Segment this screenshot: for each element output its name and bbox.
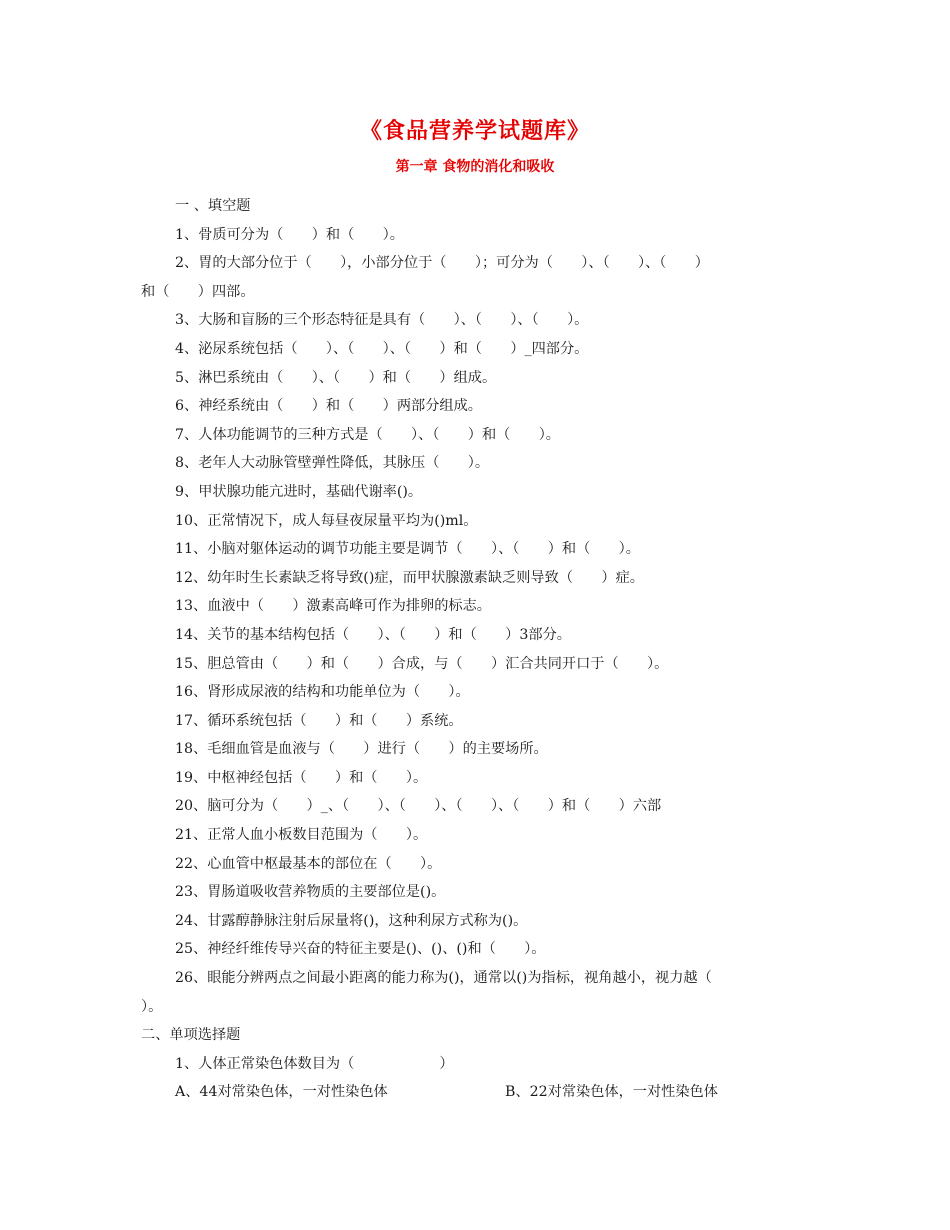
section-heading: 二、单项选择题 bbox=[141, 1027, 241, 1044]
question-item: 9、甲状腺功能亢进时，基础代谢率()。 bbox=[175, 483, 423, 500]
section-heading: 一 、填空题 bbox=[175, 198, 251, 214]
document-title: 《食品营养学试题库》 bbox=[359, 119, 590, 144]
question-item: 14、关节的基本结构包括（ ）、（ ）和（ ）3部分。 bbox=[175, 626, 571, 643]
question-item: 19、中枢神经包括（ ）和（ ）。 bbox=[175, 769, 428, 786]
question-item: 12、幼年时生长素缺乏将导致()症，而甲状腺激素缺乏则导致（ ）症。 bbox=[175, 569, 644, 586]
question-item: 13、血液中（ ）激素高峰可作为排卵的标志。 bbox=[175, 598, 491, 615]
question-item: 7、人体功能调节的三种方式是（ ）、（ ）和（ ）。 bbox=[175, 426, 560, 443]
question-item: 18、毛细血管是血液与（ ）进行（ ）的主要场所。 bbox=[175, 741, 548, 758]
choice-question: 1、人体正常染色体数目为（ ） bbox=[175, 1055, 454, 1072]
question-item: 21、正常人血小板数目范围为（ ）。 bbox=[175, 827, 428, 844]
question-item: 26、眼能分辨两点之间最小距离的能力称为()，通常以()为指标，视角越小，视力越（ bbox=[175, 970, 712, 987]
question-item: 8、老年人大动脉管壁弹性降低，其脉压（ ）。 bbox=[175, 455, 490, 472]
question-item: 24、甘露醇静脉注射后尿量将()，这种利尿方式称为()。 bbox=[175, 912, 528, 929]
question-item: 10、正常情况下，成人每昼夜尿量平均为()ml。 bbox=[175, 512, 478, 529]
question-item: 1、骨质可分为（ ）和（ ）。 bbox=[175, 226, 404, 243]
question-item: 11、小脑对躯体运动的调节功能主要是调节（ ）、（ ）和（ ）。 bbox=[175, 541, 640, 558]
question-item-continuation: ）。 bbox=[141, 998, 163, 1015]
question-item: 4、泌尿系统包括（ ）、（ ）、（ ）和（ ）_四部分。 bbox=[175, 340, 589, 357]
option-b: B、22对常染色体，一对性染色体 bbox=[505, 1084, 718, 1101]
question-item: 16、肾形成尿液的结构和功能单位为（ ）。 bbox=[175, 684, 470, 701]
chapter-title: 第一章 食物的消化和吸收 bbox=[395, 159, 555, 175]
question-item: 25、神经纤维传导兴奋的特征主要是()、()、()和（ ）。 bbox=[175, 941, 546, 958]
question-item: 2、胃的大部分位于（ ），小部分位于（ ）；可分为（ ）、（ ）、（ ） bbox=[175, 255, 709, 272]
question-item-continuation: 和（ ）四部。 bbox=[141, 283, 255, 300]
document-body bbox=[141, 192, 801, 1107]
question-item: 23、胃肠道吸收营养物质的主要部位是()。 bbox=[175, 884, 446, 901]
question-item: 5、淋巴系统由（ ）、（ ）和（ ）组成。 bbox=[175, 369, 497, 386]
option-a: A、44对常染色体，一对性染色体 bbox=[175, 1084, 388, 1101]
question-item: 22、心血管中枢最基本的部位在（ ）。 bbox=[175, 855, 442, 872]
choice-options bbox=[141, 1078, 801, 1107]
question-item: 20、脑可分为（ ）_、（ ）、（ ）、（ ）、（ ）和（ ）六部 bbox=[175, 798, 662, 815]
question-item: 17、循环系统包括（ ）和（ ）系统。 bbox=[175, 712, 463, 729]
question-item: 15、胆总管由（ ）和（ ）合成，与（ ）汇合共同开口于（ ）。 bbox=[175, 655, 669, 672]
question-item: 3、大肠和盲肠的三个形态特征是具有（ ）、（ ）、（ ）。 bbox=[175, 312, 589, 329]
question-item: 6、神经系统由（ ）和（ ）两部分组成。 bbox=[175, 398, 482, 415]
